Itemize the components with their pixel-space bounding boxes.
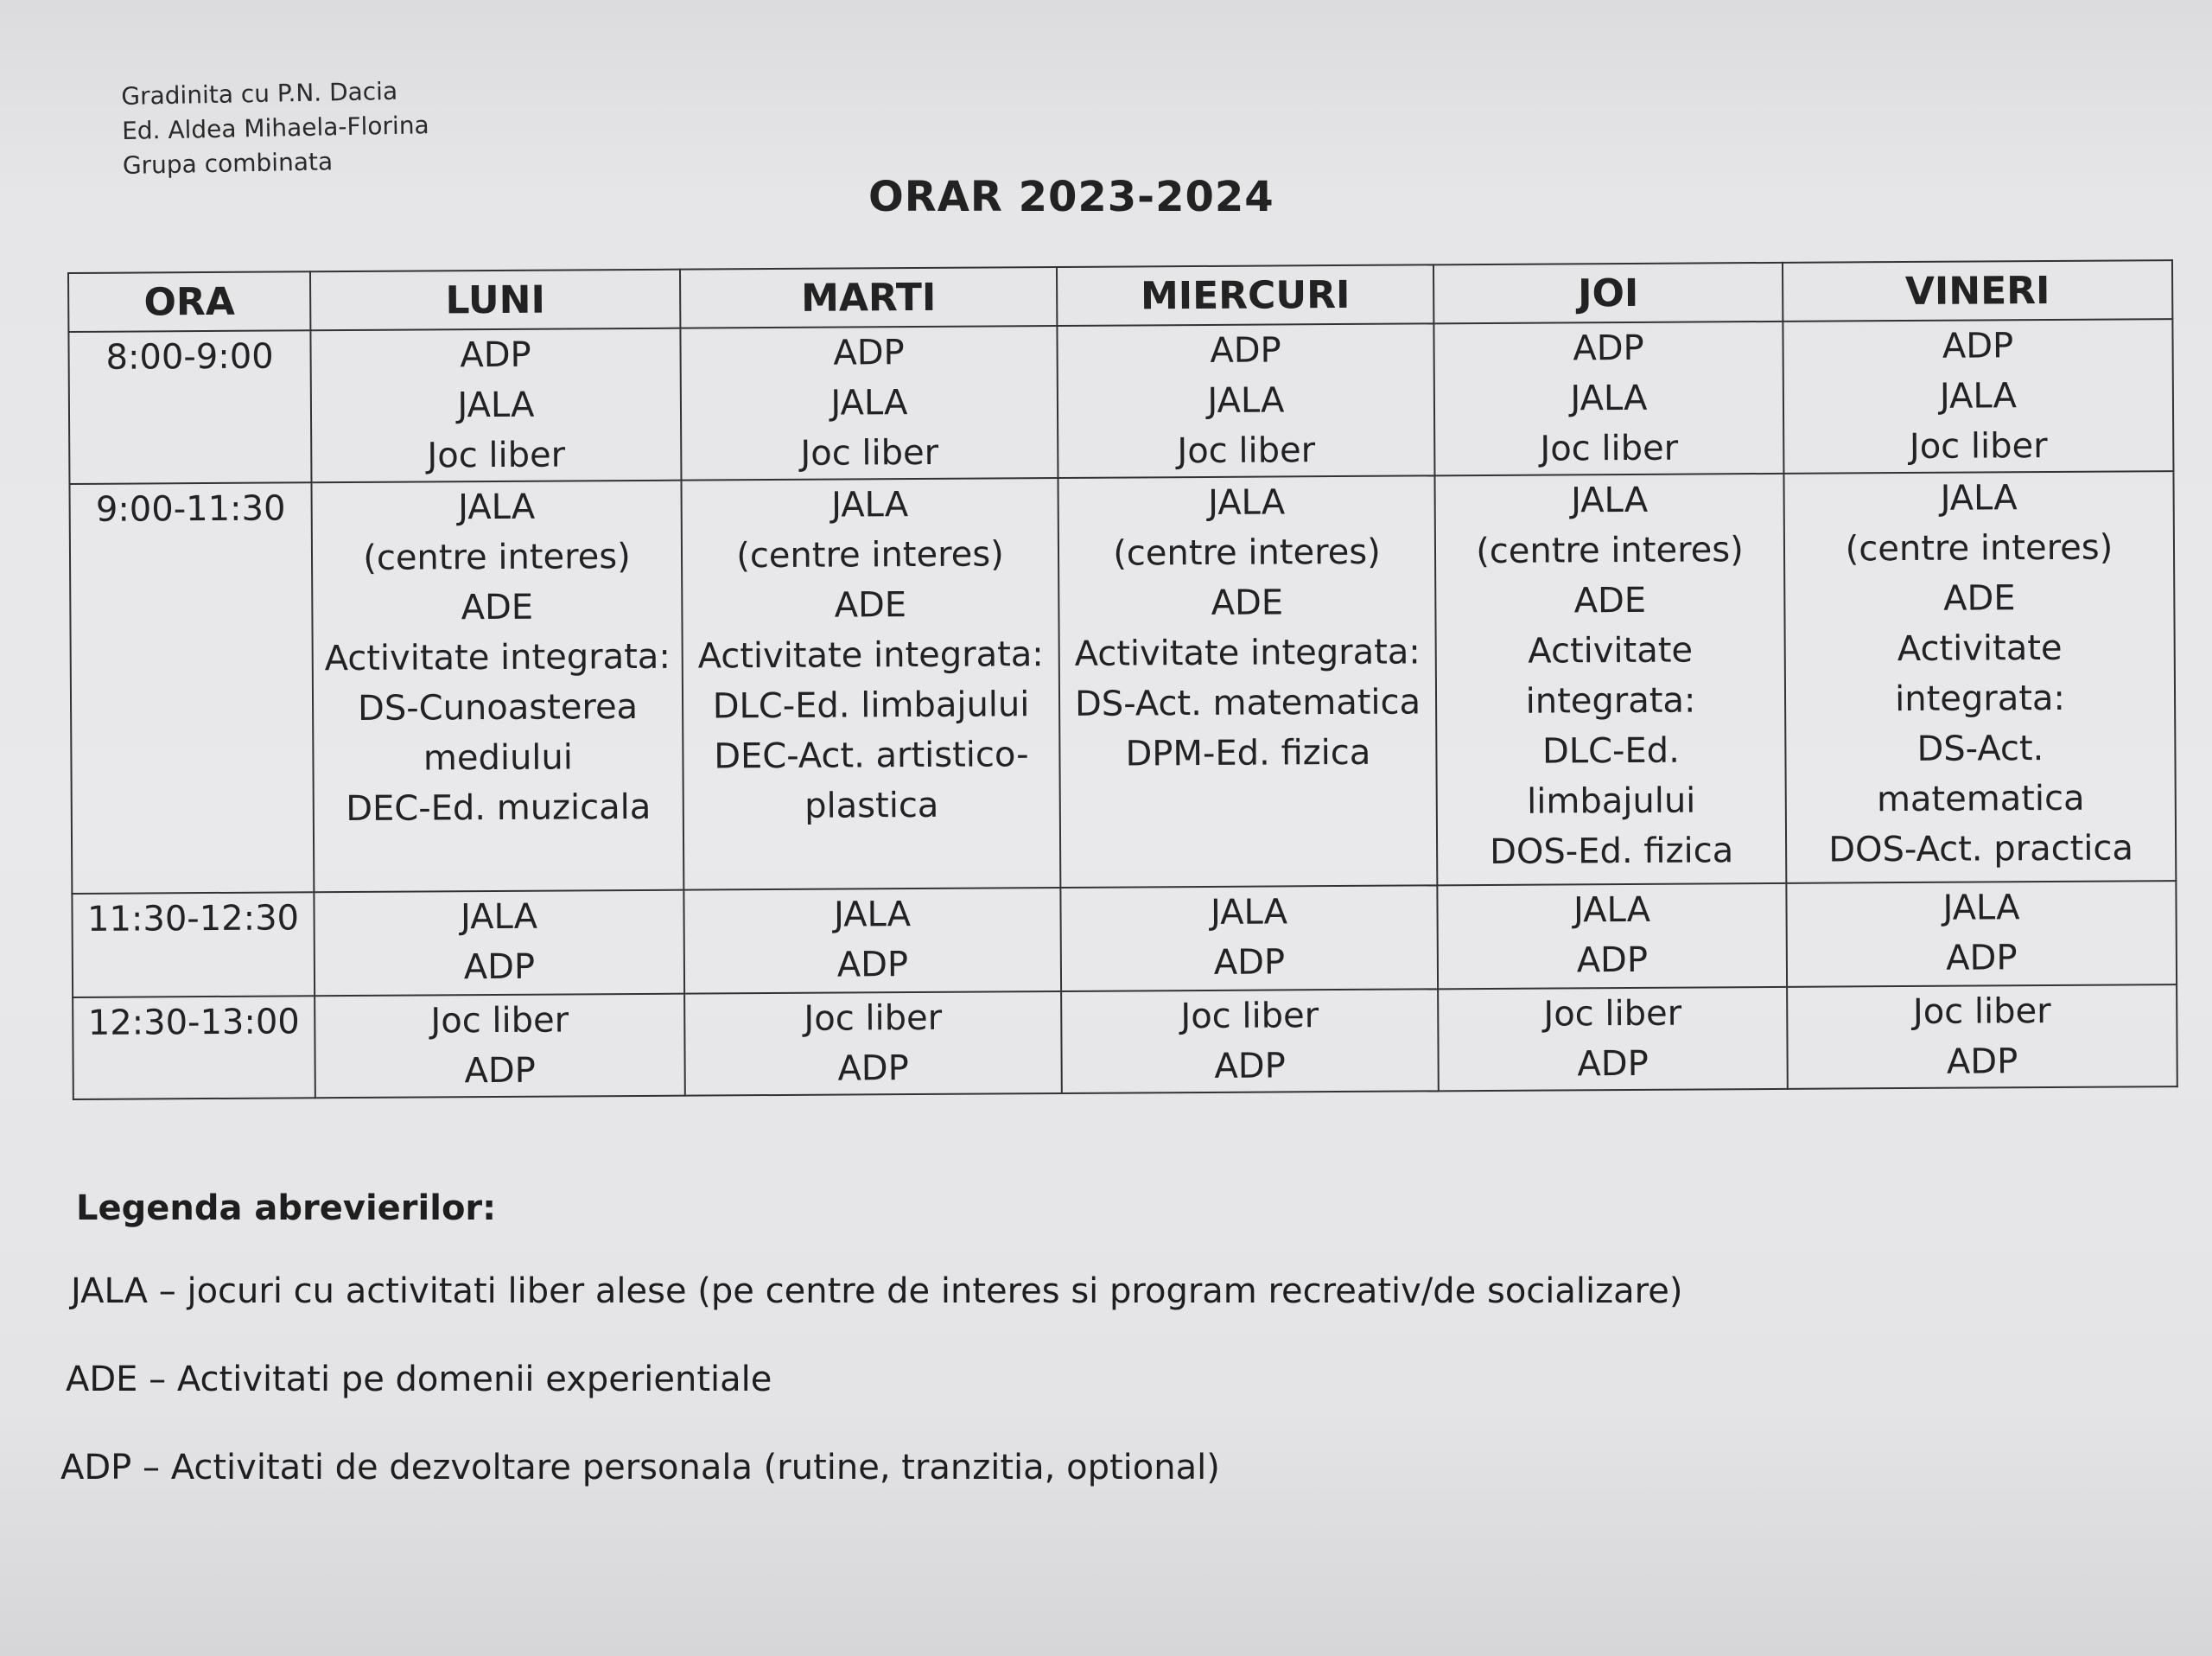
table-row [73,984,2177,1099]
activity-line: ADP [1576,939,1649,981]
schedule-cell [1787,984,2177,1089]
activity-line: Joc liber [1543,993,1682,1035]
activity-line: JALA [833,895,912,935]
schedule-cell [681,478,1060,890]
activity-line: DLC-Ed. limbajului [712,685,1030,727]
schedule-cell [1438,987,1788,1091]
schedule-cell [1437,883,1787,989]
schedule-cell [1783,319,2173,474]
activity-line: Activitate integrata: [324,636,671,679]
activity-line: Joc liber [427,435,566,476]
activity-line: Joc liber [1909,426,2048,467]
activity-line: Joc liber [800,432,939,474]
activity-line: ADP [833,333,905,373]
activity-line: ADP [460,334,531,376]
activity-line: ADP [464,1050,536,1092]
schedule-body [68,319,2177,1099]
activity-line: Joc liber [1180,996,1319,1037]
activity-line: ADE [1942,578,2016,619]
activity-line: ADP [1210,330,1281,371]
column-header: MIERCURI [1057,264,1433,326]
activity-line: ADP [837,1048,909,1089]
header-info [121,73,430,183]
activity-line: ADP [1946,938,2018,978]
activity-line: ADP [1213,942,1286,983]
column-header: LUNI [310,270,680,331]
legend-item: JALA – jocuri cu activitati liber alese (pe centre de interes si program recreativ/de socializare) [71,1271,1683,1311]
activity-line: limbajului [1527,780,1696,822]
schedule-cell [1060,885,1438,991]
teacher-name: Ed. Aldea Mihaela-Florina [121,111,429,145]
schedule-cell [1783,471,2176,883]
activity-line: ADE [1211,583,1284,623]
activity-line: DPM-Ed. fizica [1125,732,1371,774]
activity-line: DS-Cunoasterea [357,686,639,729]
activity-line: JALA [830,383,908,424]
legend-title: Legenda abrevierilor: [76,1188,497,1228]
schedule-table-wrapper [67,259,2177,1100]
time-slot: 8:00-9:00 [68,330,311,484]
activity-line: ADP [463,946,536,988]
time-slot: 12:30-13:00 [73,996,315,1099]
activity-line: (centre interes) [736,534,1004,576]
schedule-cell [684,991,1062,1096]
activity-line: Joc liber [1912,990,2051,1032]
activity-line: (centre interes) [1845,527,2113,570]
activity-line: JALA [1210,892,1288,933]
activity-line: plastica [804,785,939,826]
activity-line: (centre interes) [1113,532,1381,574]
activity-line: JALA [1939,376,2018,417]
activity-line: integrata: [1895,678,2066,720]
activity-line: ADP [836,945,909,985]
schedule-cell [311,481,683,893]
activity-line: Activitate [1528,630,1694,672]
activity-line: JALA [1570,378,1648,419]
activity-line: DOS-Act. practica [1828,828,2134,870]
activity-line: JALA [1207,482,1286,523]
activity-line: Activitate integrata: [697,634,1044,677]
activity-line: JALA [458,487,536,528]
table-row [69,471,2176,894]
schedule-cell [1786,881,2177,987]
schedule-table [67,259,2178,1100]
activity-line: JALA [1207,380,1285,421]
column-header: JOI [1433,263,1783,323]
schedule-cell [314,890,684,997]
activity-line: JALA [1570,480,1649,521]
column-header: VINERI [1783,260,2172,322]
schedule-cell [1057,323,1434,478]
activity-line: ADP [1942,326,2014,366]
activity-line: JALA [1573,889,1651,931]
activity-line: (centre interes) [363,537,631,578]
activity-line: DLC-Ed. [1541,730,1680,772]
legend-item: ADP – Activitati de dezvoltare personala (rutine, tranzitia, optional) [60,1448,1220,1487]
activity-line: (centre interes) [1476,530,1744,572]
schedule-cell [683,888,1061,994]
activity-line: ADP [1214,1046,1286,1086]
activity-line: Joc liber [430,1000,569,1041]
schedule-cell [315,994,685,1099]
table-row [68,319,2173,484]
schedule-cell [1433,322,1783,475]
time-slot: 9:00-11:30 [69,482,314,894]
group-name: Grupa combinata [122,147,334,180]
legend [60,1188,1682,1536]
table-row [72,881,2177,997]
activity-line: DOS-Ed. fizica [1489,831,1734,872]
activity-line: DEC-Ed. muzicala [346,787,652,830]
activity-line: Activitate integrata: [1074,632,1421,674]
activity-line: ADE [461,587,534,628]
activity-line: integrata: [1525,680,1696,722]
column-header: ORA [68,271,310,332]
schedule-cell [1058,475,1437,888]
schedule-cell [310,328,681,483]
activity-line: ADE [834,585,907,626]
activity-line: DEC-Act. artistico- [714,735,1029,777]
activity-line: ADE [1573,580,1647,621]
activity-line: Joc liber [804,997,943,1039]
school-name: Gradinita cu P.N. Dacia [121,76,398,111]
schedule-cell [1434,474,1786,885]
time-slot: 11:30-12:30 [72,892,315,997]
activity-line: DS-Act. [1916,729,2044,769]
activity-line: JALA [457,385,535,426]
activity-line: ADP [1946,1041,2018,1082]
activity-line: Joc liber [1540,428,1679,469]
legend-item: ADE – Activitati pe domenii experientiale [66,1360,772,1399]
activity-line: DS-Act. matematica [1074,682,1421,724]
activity-line: JALA [1940,478,2018,519]
activity-line: JALA [831,485,909,525]
activity-line: ADP [1577,1043,1649,1085]
activity-line: Joc liber [1177,430,1316,472]
activity-line: Activitate [1897,627,2063,670]
activity-line: matematica [1876,778,2085,820]
schedule-cell [1061,989,1439,1093]
activity-line: mediului [423,737,574,779]
schedule-cell [680,326,1058,481]
activity-line: JALA [460,896,538,938]
column-header: MARTI [680,267,1057,328]
activity-line: JALA [1942,888,2020,928]
activity-line: ADP [1573,328,1644,369]
page-title: ORAR 2023-2024 [868,173,1274,221]
